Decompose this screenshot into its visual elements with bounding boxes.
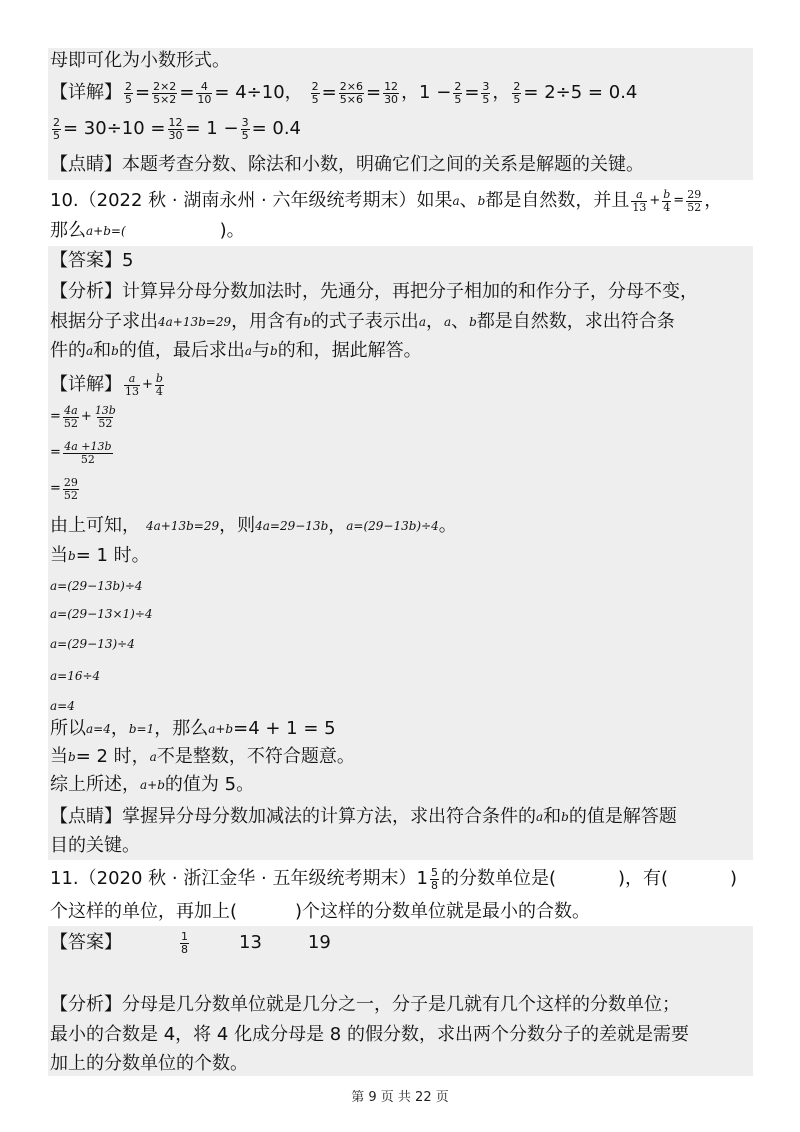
math-expression: a=(29−13b)÷4	[50, 579, 143, 593]
paragraph-text: 母即可化为小数形式。	[50, 50, 230, 71]
fraction: $\frac{b}{4}$	[663, 187, 671, 214]
math-expression: 4a=29−13b	[255, 519, 329, 533]
answer-line	[50, 248, 133, 274]
analysis-text: 分母是几分数单位就是几分之一，分子是几就有几个这样的分数单位；	[122, 994, 680, 1015]
equation-step	[50, 631, 135, 657]
page-footer: 第 9 页 共 22 页	[351, 1090, 449, 1105]
analysis-text: 加上的分数单位的个数。	[50, 1053, 248, 1074]
analysis-text: 与	[252, 340, 270, 361]
math-expression: a+b	[208, 722, 234, 736]
result-text: =4 + 1 = 5	[233, 718, 336, 739]
math-expression: a=(29−13b)÷4	[346, 519, 439, 533]
analysis-text: ，	[425, 311, 444, 332]
result-line	[50, 744, 355, 770]
derivation-text: = 1 时。	[75, 545, 150, 566]
question-text: )。	[219, 220, 245, 241]
equation-step	[50, 601, 153, 627]
point-text: 目的关键。	[50, 835, 140, 856]
math-expression: a=16÷4	[50, 669, 101, 683]
result-text: 所以	[50, 718, 86, 739]
math-var: a	[149, 750, 157, 764]
analysis-line	[50, 992, 680, 1018]
detail-tag: 【详解】	[50, 374, 122, 395]
expression-text: = 0.4	[251, 118, 301, 139]
math-var: a	[86, 344, 94, 358]
question-text: )个这样的分数单位就是最小的合数。	[295, 901, 591, 922]
expression-text: = 1 −	[185, 118, 239, 139]
operator: +	[142, 377, 153, 392]
math-expression: a+b	[140, 778, 165, 792]
fraction: $\frac{2}{5}$	[53, 115, 60, 142]
fraction: $\frac{4a +13b}{52}$	[64, 439, 112, 466]
question-text: 的分数单位是(	[440, 868, 556, 889]
answer-value: 5	[122, 250, 134, 271]
question-text: )	[730, 868, 738, 889]
result-text: 综上所述，	[50, 774, 140, 795]
question-text: 个这样的单位，再加上(	[50, 901, 238, 922]
point-line	[50, 833, 140, 859]
point-line	[50, 152, 644, 178]
operator: =	[50, 481, 61, 496]
fraction: $\frac{29}{52}$	[687, 187, 702, 214]
result-line	[50, 716, 336, 742]
fraction: $\frac{12}{30}$	[168, 115, 183, 142]
punctuation: ，	[704, 190, 723, 211]
expression-text: ，1 −	[401, 82, 452, 103]
text-line	[50, 48, 230, 74]
analysis-tag: 【分析】	[50, 994, 122, 1015]
derivation-text: 由上可知，	[50, 515, 140, 536]
analysis-tag: 【分析】	[50, 281, 122, 302]
question-text: 那么	[50, 220, 86, 241]
answer-line	[50, 930, 331, 956]
operator: =	[673, 193, 685, 208]
detail-line	[50, 116, 301, 142]
fraction: $\frac{b}{4}$	[155, 371, 163, 398]
analysis-line	[50, 1051, 248, 1077]
point-text: 和	[543, 806, 562, 827]
math-var: b	[270, 344, 278, 358]
math-var: a	[418, 315, 426, 329]
question-line	[50, 188, 722, 214]
detail-line	[50, 372, 166, 398]
math-expression: 4a+13b=29	[158, 315, 232, 329]
answer-value: 13	[239, 932, 262, 953]
answer-tag: 【答案】	[50, 250, 122, 271]
analysis-text: 计算异分母分数加法时，先通分，再把分子相加的和作分子，分母不变，	[122, 281, 698, 302]
derivation-line	[50, 513, 457, 539]
analysis-text: 和	[93, 340, 112, 361]
fraction: $\frac{2\times 2}{5\times 2}$	[153, 79, 177, 106]
point-text: 本题考查分数、除法和小数，明确它们之间的关系是解题的关键。	[122, 154, 644, 175]
fraction: $\frac{2}{5}$	[454, 79, 462, 106]
derivation-text: ，	[328, 515, 347, 536]
expression-text: = 4÷10，	[214, 82, 303, 103]
fraction: $\frac{3}{5}$	[482, 79, 490, 106]
equation-step	[50, 663, 100, 689]
fraction: $\frac{a}{13}$	[632, 187, 647, 214]
fraction: $\frac{2}{5}$	[513, 79, 521, 106]
math-var: b	[68, 549, 76, 563]
question-line	[50, 899, 590, 925]
result-text: ，	[110, 718, 129, 739]
operator: +	[80, 409, 92, 424]
mixed-number	[417, 866, 441, 892]
operator: =	[50, 409, 61, 424]
answer-tag: 【答案】	[50, 932, 122, 953]
question-prefix: 11.（2020 秋 · 浙江金华 · 五年级统考期末）	[50, 868, 417, 889]
math-var: b	[561, 810, 569, 824]
math-expression: a=(29−13)÷4	[50, 637, 135, 651]
analysis-text: 、	[451, 311, 470, 332]
point-text: 掌握异分母分数加减法的计算方法，求出符合条件的	[122, 806, 536, 827]
analysis-line	[50, 279, 698, 305]
math-expression: b=1	[128, 722, 155, 736]
result-line	[50, 772, 254, 798]
point-tag: 【点睛】	[50, 154, 122, 175]
fraction: $\frac{5}{8}$	[430, 865, 438, 892]
derivation-line	[50, 476, 81, 502]
question-text: )，有(	[617, 868, 669, 889]
analysis-text: 的值，最后求出	[118, 340, 245, 361]
math-expression: a+b=(	[86, 224, 126, 238]
analysis-text: 都是自然数，求出符合条	[476, 311, 675, 332]
analysis-text: ，用含有	[231, 311, 304, 332]
analysis-text: 最小的合数是 4，将 4 化成分母是 8 的假分数，求出两个分数分子的差就是需要	[50, 1024, 689, 1045]
derivation-text: ，则	[219, 515, 256, 536]
question-text: 都是自然数，并且	[485, 190, 630, 211]
result-text: 不是整数，不符合题意。	[156, 746, 355, 767]
derivation-line	[50, 404, 119, 430]
analysis-line	[50, 338, 422, 364]
result-text: 的值为 5。	[164, 774, 255, 795]
derivation-line	[50, 440, 115, 466]
analysis-text: 件的	[50, 340, 86, 361]
point-tag: 【点睛】	[50, 806, 122, 827]
math-expression: 4a+13b=29	[146, 519, 220, 533]
answer-value: 19	[307, 932, 331, 953]
fraction: $\frac{12}{30}$	[384, 79, 399, 106]
math-var: a	[536, 810, 544, 824]
operator: =	[50, 445, 61, 460]
math-var: b	[68, 750, 76, 764]
question-prefix: 10.（2022 秋 · 湖南永州 · 六年级统考期末）如果	[50, 190, 453, 211]
analysis-text: 的和，据此解答。	[277, 340, 422, 361]
fraction: $\frac{1}{8}$	[181, 929, 188, 956]
analysis-line	[50, 309, 675, 335]
math-var: b	[303, 315, 311, 329]
detail-tag: 【详解】	[50, 82, 122, 103]
math-var: b	[469, 315, 477, 329]
mixed-whole: 1	[416, 868, 428, 889]
derivation-text: 。	[438, 515, 457, 536]
operator: +	[649, 193, 661, 208]
question-line	[50, 218, 245, 244]
result-text: ，那么	[154, 718, 209, 739]
derivation-line	[50, 543, 150, 569]
analysis-text: 根据分子求出	[50, 311, 158, 332]
result-text: = 2 时，	[75, 746, 150, 767]
math-expression: a=4	[86, 722, 111, 736]
fraction: $\frac{29}{52}$	[63, 475, 78, 502]
expression-text: = 30÷10 =	[63, 118, 166, 139]
point-text: 的值是解答题	[568, 806, 677, 827]
fraction: $\frac{a}{13}$	[125, 371, 139, 398]
analysis-text: 的式子表示出	[310, 311, 419, 332]
analysis-line	[50, 1022, 689, 1048]
fraction: $\frac{4a}{52}$	[63, 403, 78, 430]
fraction: $\frac{3}{5}$	[241, 115, 249, 142]
math-var: b	[111, 344, 119, 358]
separator: 、	[459, 190, 478, 211]
expression-text: = 2÷5 = 0.4	[523, 82, 638, 103]
math-var: b	[477, 194, 486, 208]
math-var: a	[244, 344, 252, 358]
math-expression: a=4	[50, 699, 75, 713]
fraction: $\frac{2}{5}$	[311, 79, 319, 106]
equation-step	[50, 573, 143, 599]
math-var: a	[443, 315, 452, 329]
math-expression: a=(29−13×1)÷4	[50, 607, 153, 621]
derivation-text: 当	[50, 545, 68, 566]
result-text: 当	[50, 746, 68, 767]
math-var: a	[452, 194, 460, 208]
detail-line: 【详解】 $\frac{2}{5}$ = $\frac{2\times 2}{5\times 2}$ = $\frac{4}{10}$ = 4÷10， $\frac{2}{5}$ = $\frac{2\times 6}{5\times 6}$ = $\frac{12}{30}$ ，1 − $\frac{2}{5}$ = $\frac{3}{5}$ ， $\frac{2}{5}$ = 2÷5 = 0.4	[50, 79, 638, 106]
fraction: $\frac{4}{10}$	[197, 79, 212, 106]
fraction: $\frac{2}{5}$	[125, 79, 132, 106]
expression-text: ，	[492, 82, 511, 103]
point-line	[50, 804, 677, 830]
fraction: $\frac{13b}{52}$	[94, 403, 116, 430]
fraction: $\frac{2\times 6}{5\times 6}$	[339, 79, 363, 106]
question-line	[50, 866, 737, 892]
